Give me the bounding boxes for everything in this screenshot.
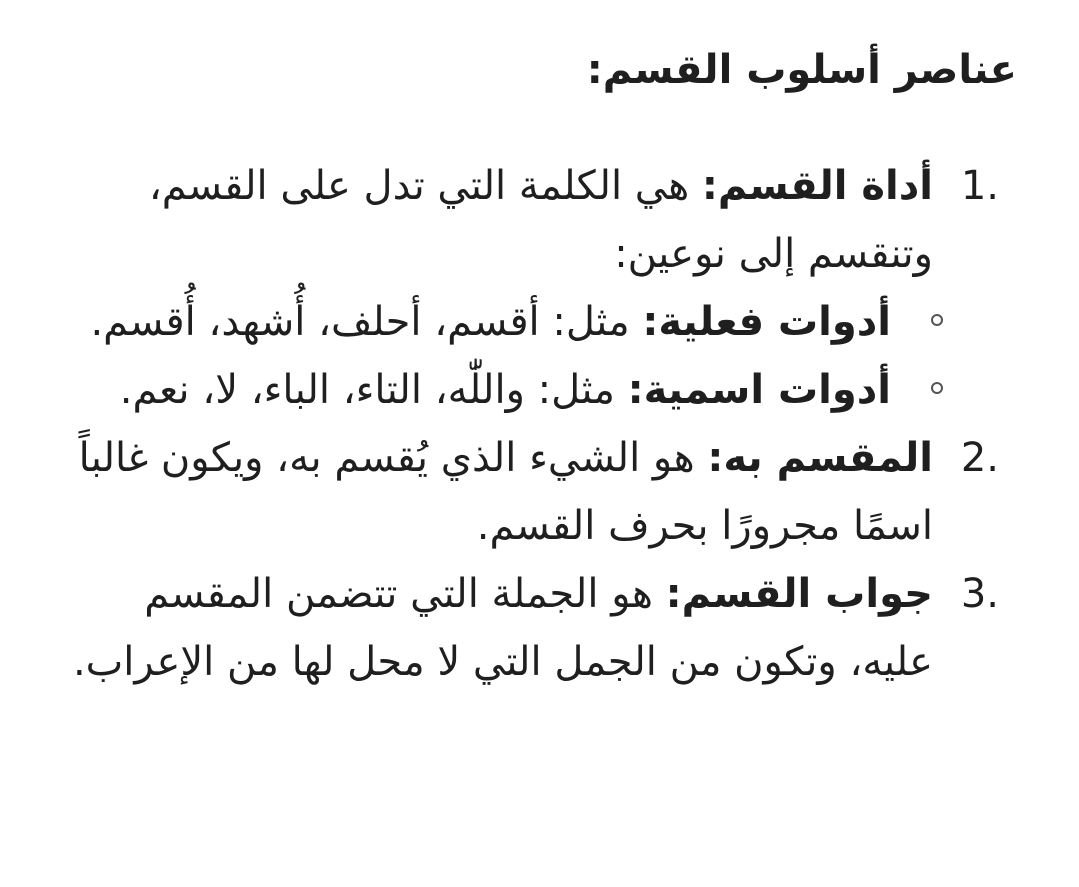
subitem-term: أدوات اسمية: [627, 367, 891, 413]
item-term: أداة القسم: [701, 163, 933, 209]
particle-types-list [70, 288, 933, 424]
subitem-description: مثل: أقسم، أحلف، أُشهد، أُقسم. [90, 299, 643, 345]
hollow-bullet-icon [931, 382, 943, 394]
item-term: المقسم به: [707, 435, 933, 481]
item-description: هو الجملة التي تتضمن المقسم عليه، وتكون من الجمل التي لا محل لها من الإعراب. [72, 571, 933, 685]
subitem-description: مثل: واللّٰه، التاء، الباء، لا، نعم. [119, 367, 628, 413]
item-description: هي الكلمة التي تدل على القسم، وتنقسم إلى نوعين: [148, 163, 933, 277]
sublist-item-nominal [0, 356, 993, 424]
section-heading: عناصر أسلوب القسم: [586, 47, 1017, 93]
list-number: 1. [960, 163, 999, 209]
list-item-particle [0, 152, 1079, 424]
list-item-sworn-by [0, 424, 1079, 560]
item-description: هو الشيء الذي يُقسم به، ويكون غالباً اسمًا مجرورًا بحرف القسم. [78, 435, 933, 549]
list-item-oath-answer [0, 560, 1079, 696]
list-number: 2. [960, 435, 999, 481]
item-term: جواب القسم: [665, 571, 933, 617]
sublist-item-verbal [0, 288, 993, 356]
subitem-term: أدوات فعلية: [642, 299, 891, 345]
list-number: 3. [960, 571, 999, 617]
elements-list [0, 152, 1079, 696]
hollow-bullet-icon [931, 314, 943, 326]
